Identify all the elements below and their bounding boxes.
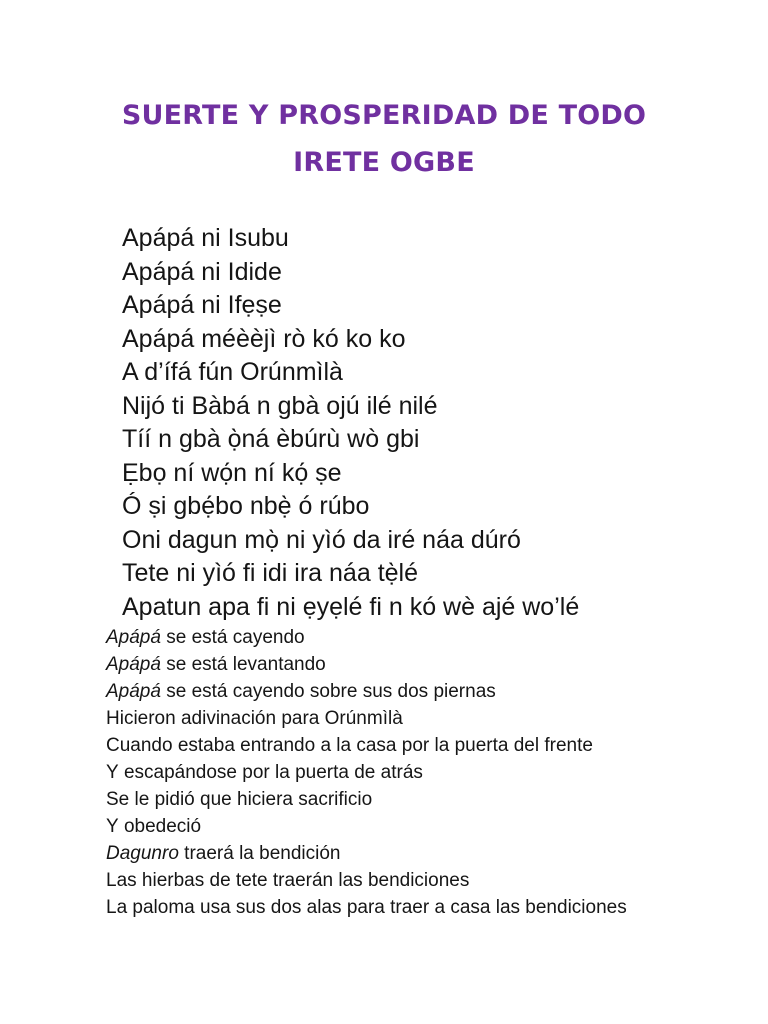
spanish-line xyxy=(106,867,746,894)
spanish-line xyxy=(106,624,746,651)
yoruba-line: Apápá méèèjì rò kó ko ko xyxy=(122,324,406,353)
spanish-line-text: estaba entrando a la casa por la puerta del frente xyxy=(172,735,593,756)
spanish-line-text: se está cayendo sobre sus dos piernas xyxy=(160,681,496,702)
spanish-line-text: traerá la bendición xyxy=(178,843,341,864)
yoruba-verse xyxy=(122,222,722,624)
spanish-line-text: paloma usa sus dos alas para traer a casa las bendiciones xyxy=(127,897,627,918)
spanish-line-lead: Apápá xyxy=(106,651,161,678)
spanish-line-lead: Apápá xyxy=(106,678,161,705)
yoruba-line: Ẹbọ ní wọ́n ní kọ́ ṣe xyxy=(122,458,342,487)
spanish-line xyxy=(106,732,746,759)
title-line-2: IRETE OGBE xyxy=(293,147,475,178)
spanish-line-lead: Hicieron xyxy=(106,705,176,732)
spanish-line-lead: Y xyxy=(106,813,119,840)
spanish-line-text: hierbas de tete traerán las bendiciones xyxy=(136,870,470,891)
spanish-line-text: obedeció xyxy=(118,816,202,837)
spanish-line-text: se está cayendo xyxy=(160,627,305,648)
spanish-line-lead: Dagunro xyxy=(106,840,179,867)
spanish-line-text: adivinación para Orúnmìlà xyxy=(175,708,403,729)
spanish-line xyxy=(106,705,746,732)
spanish-line-lead: Apápá xyxy=(106,624,161,651)
spanish-line xyxy=(106,840,746,867)
spanish-line-lead: Y xyxy=(106,759,119,786)
spanish-line xyxy=(106,759,746,786)
yoruba-line: Apatun apa fi ni ẹyẹlé fi n kó wè ajé wo’lé xyxy=(122,592,580,621)
spanish-line xyxy=(106,651,746,678)
spanish-line-lead: Las xyxy=(106,867,137,894)
spanish-line-text: se está levantando xyxy=(160,654,326,675)
yoruba-line: Ó ṣi gbẹ́bo nbẹ̀ ó rúbo xyxy=(122,492,370,520)
yoruba-line: Apápá ni Idide xyxy=(122,257,282,286)
spanish-line xyxy=(106,894,746,921)
yoruba-line: Nijó ti Bàbá n gbà ojú ilé nilé xyxy=(122,391,438,420)
spanish-line-lead: Cuando xyxy=(106,732,173,759)
yoruba-line: Tete ni yìó fi idi ira náa tẹ̀lé xyxy=(122,559,418,587)
spanish-translation xyxy=(106,624,746,921)
yoruba-line: Oni dagun mọ̀ ni yìó da iré náa dúró xyxy=(122,525,521,554)
spanish-line-lead: La xyxy=(106,894,127,921)
spanish-line-text: escapándose por la puerta de atrás xyxy=(118,762,423,783)
spanish-line xyxy=(106,786,746,813)
document-title xyxy=(0,92,768,186)
yoruba-line: A d’ífá fún Orúnmìlà xyxy=(122,358,343,386)
title-line-1: SUERTE Y PROSPERIDAD DE TODO xyxy=(121,100,647,131)
spanish-line-text: le pidió que hiciera sacrificio xyxy=(129,789,373,810)
spanish-line-lead: Se xyxy=(106,786,129,813)
spanish-line xyxy=(106,678,746,705)
yoruba-line: Tíí n gbà ọ̀ná èbúrù wò gbi xyxy=(122,425,420,453)
yoruba-line: Apápá ni Isubu xyxy=(122,224,289,252)
yoruba-line: Apápá ni Ifẹṣe xyxy=(122,291,282,319)
spanish-line xyxy=(106,813,746,840)
